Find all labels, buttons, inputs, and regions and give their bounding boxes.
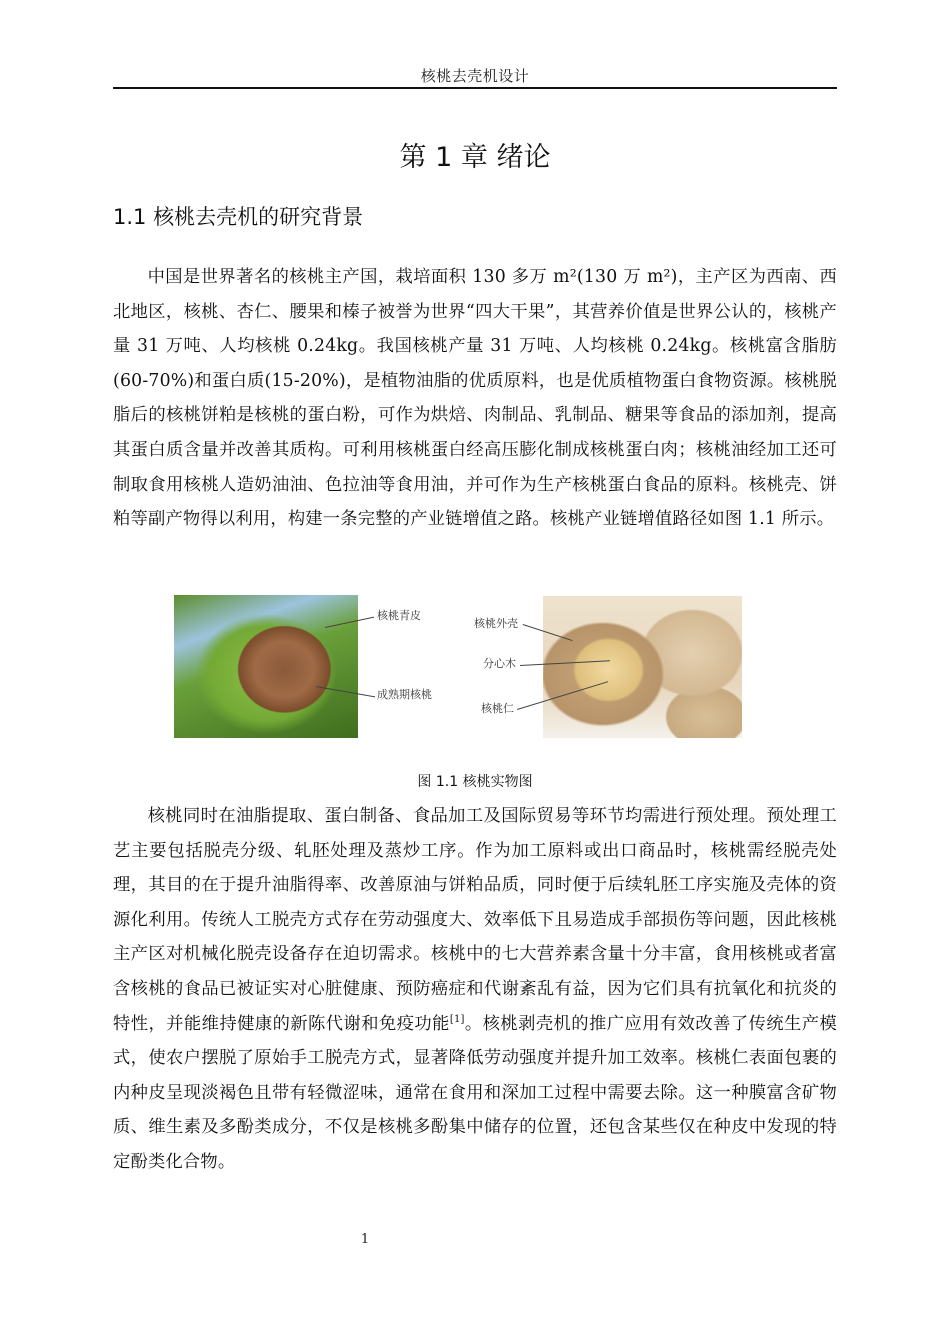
header-rule — [113, 87, 837, 89]
citation-link[interactable]: [1] — [449, 1013, 465, 1025]
callout-label: 核桃青皮 — [377, 609, 421, 622]
page-number: 1 — [360, 1232, 370, 1247]
callout-label: 成熟期核桃 — [377, 688, 432, 701]
cracked-walnut-photo — [543, 596, 742, 738]
chapter-title: 第 1 章 绪论 — [399, 142, 551, 173]
callout-label: 核桃仁 — [481, 702, 514, 715]
section-title: 1.1 核桃去壳机的研究背景 — [113, 205, 364, 229]
paragraph-background: 中国是世界著名的核桃主产国，栽培面积 130 多万 m²(130 万 m²)，主产区为西南、西北地区，核桃、杏仁、腰果和榛子被誉为世界“四大干果”，其营养价值是世界公认的，核桃产量 31 万吨、人均核桃 0.24kg。我国核桃产量 31 万吨、人均核桃 0.24kg。核桃富含脂肪(60-70%)和蛋白质(15-20%)，是植物油脂的优质原料，也是优质植物蛋白食物资源。核桃脱脂后的核桃饼粕是核桃的蛋白粉，可作为烘焙、肉制品、乳制品、糖果等食品的添加剂，提高其蛋白质含量并改善其质构。可利用核桃蛋白经高压膨化制成核桃蛋白肉；核桃油经加工还可制取食用核桃人造奶油油、色拉油等食用油，并可作为生产核桃蛋白食品的原料。核桃壳、饼粕等副产物得以利用，构建一条完整的产业链增值之路。核桃产业链增值路径如图 1.1 所示。 — [113, 267, 837, 530]
green-walnut-photo — [174, 595, 358, 738]
figure-caption: 图 1.1 核桃实物图 — [417, 774, 533, 790]
paragraph-preprocessing — [113, 799, 837, 1180]
paragraph-text: 核桃同时在油脂提取、蛋白制备、食品加工及国际贸易等环节均需进行预处理。预处理工艺主要包括脱壳分级、轧胚处理及蒸炒工序。作为加工原料或出口商品时，核桃需经脱壳处理，其目的在于提升油脂得率、改善原油与饼粕品质，同时便于后续轧胚工序实施及壳体的资源化利用。传统人工脱壳方式存在劳动强度大、效率低下且易造成手部损伤等问题，因此核桃主产区对机械化脱壳设备存在迫切需求。核桃中的七大营养素含量十分丰富，食用核桃或者富含核桃的食品已被证实对心脏健康、预防癌症和代谢紊乱有益，因为它们具有抗氧化和抗炎的特性，并能维持健康的新陈代谢和免疫功能 — [113, 806, 837, 1034]
callout-label: 分心木 — [483, 657, 516, 670]
callout-label: 核桃外壳 — [474, 617, 518, 630]
paragraph-text: 。核桃剥壳机的推广应用有效改善了传统生产模式，使农户摆脱了原始手工脱壳方式，显著降低劳动强度并提升加工效率。核桃仁表面包裹的内种皮呈现淡褐色且带有轻微涩味，通常在食用和深加工过程中需要去除。这一种膜富含矿物质、维生素及多酚类成分，不仅是核桃多酚集中储存的位置，还包含某些仅在种皮中发现的特定酚类化合物。 — [113, 1013, 837, 1172]
running-header: 核桃去壳机设计 — [420, 67, 530, 85]
figure-walnut-photos — [113, 594, 837, 742]
